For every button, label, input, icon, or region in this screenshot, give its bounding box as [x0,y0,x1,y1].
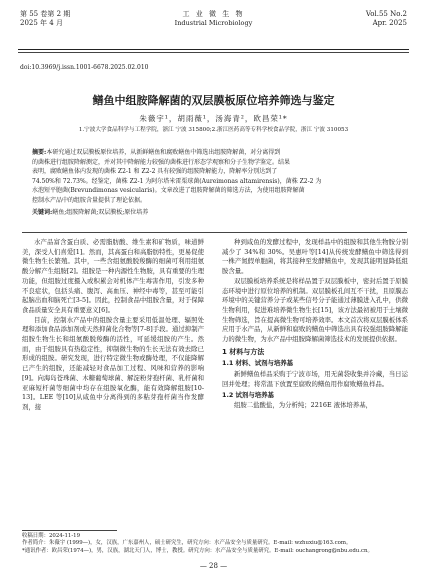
paragraph: 新鲜鳝鱼样品采购于宁波市场，用无菌袋收集并冷藏，当日运回并处理；将常温下放置至腐败的鳝鱼用作腐败鳝鱼样品。 [222,370,408,388]
affiliations: 1.宁波大学食品科学与工程学院，浙江 宁波 315800;2.浙江医药高等专科学校食品学院，浙江 宁波 310053 [78,127,349,133]
volume-issue-en: Vol.55 No.2 [365,10,407,18]
running-header [20,10,407,50]
abstract-label: 摘要: [32,149,47,156]
footnote-corresponding: *通讯作者：欧昌荣(1974—)，男，汉族，湖北天门人，博士，教授。研究方向：水产品安全与质量研究。E-mail: ouchangrong@nbu.edu.cn。 [22,547,373,554]
doi: doi:10.3969/j.issn.1001-6678.2025.02.010 [20,64,149,71]
abstract-line: 控制水产品中的组胺含量提供了理论依据。 [32,196,147,204]
footnote-author: 作者简介：朱薇宇 (1999—)，女，汉族，广东嘉州人，硕士研究生，研究方向：水产品安全与质量研究。E-mail: wzhuxiu@163.com。 [22,540,352,547]
journal-name-cn: 工 业 微 生 物 [182,10,245,18]
journal-name-en: Industrial Microbiology [174,19,253,27]
paragraph: 双层膜板培养系统是将样品置于双层膜板中，密封后置于原膜态环境中进行原位培养的机制。双层膜板孔间互不干扰，且原膜态环境中的关键营养分子或某些信号分子能通过薄膜进入孔中，供微生物利用，促进难培养微生物生长[15]，该方法最初被用于土壤微生物筛选，旨在提高微生物可培养效率。本文首次将双层膜板体系应用于水产品，从新鲜和腐败的鳝鱼中筛选出具有较强组胺降解能力的微生物，为水产品中组胺降解菌筛选技术的发展提供依据。 [222,276,408,344]
section-heading: 1 材料与方法 [222,347,265,356]
issue-date-en: Apr. 2025 [372,19,407,27]
keywords: 关键词:鳝鱼;组胺降解菌;双层膜板;原位培养 [32,208,149,216]
footnote-received: 收稿日期：2024-11-19 [22,533,81,539]
footnotes [22,533,407,555]
abstract-line: 的菌株进行组胺降解测定，并对其中降解能力较强的菌株进行形态学观察和分子生物学鉴定。结果 [32,158,291,166]
body-column-right [222,238,408,411]
paragraph: 水产品富含蛋白质、必需脂肪酸、维生素和矿物质，味道鲜美，深受人们喜爱[1]。然而，其高蛋白和高脂肪特性，更易促使微生物生长繁殖。其中，一些含组氨酸脱羧酶的细菌可利用组氨酸分解产生组胺[2]。组胺是一种内源性生物胺，具有重要的生理功能，但组胺过度摄入或积累会对机体产生毒害作用，引发多种不良症状，包括头痛、腹泻、高血压、神经中毒等，甚至可能引起脑出血和脑死亡[3-5]。因此，控制食品中组胺含量，对于保障食品质量安全具有重要意义[6]。 [22,238,204,314]
paragraph: 目前，控制水产品中的组胺含量主要采用低温处理、辐照处理和添加食品添加剂或天然抑菌化合物等[7-8]手段。通过抑制产组胺生物生长和组氨酸脱羧酶的活性，可延缓组胺的产生。然而，由于组胺具有热稳定性，抑制微生物的生长无法有效去除已形成的组胺。研究发现，进行特定微生物或酶处理，不仅能降解已产生的组胺，还能减轻对食品加工过程、风味和营养的影响[9]。向海岛苍珠菌、木糖葡萄球菌、解淀粉芽孢杆菌、乳杆菌和亚麻短杆菌等细菌中均存在组胺氧化酶，能有效降解组胺[10-13]。LEE 等[10]从咸鱼中分离得到的多粘芽孢杆菌当作发酵剂，接 [22,315,204,411]
authors: 朱薇宇¹，胡雨薇¹，汤海青²，欧昌荣¹* [139,114,288,123]
abstract-line: 水泡短平胞菌(Brevundimonas vesicularis)。文章改进了组胺降解菌的筛选方法，为使用组胺降解菌 [32,187,305,195]
footnote-rule [22,530,117,531]
abstract-line: 表明，腐败鳝鱼体内发现的菌株 Z2-1 和 Z2-2 具有较强的组胺降解能力，降解率分别达到了 [32,168,278,176]
header-right [366,10,407,28]
abstract-line: 74.50%和 72.73%。经鉴定，菌株 Z2-1 为阿尔塔米雷栗球菌(Aureimonas altamirensis)，菌株 Z2-2 为 [32,177,322,185]
article-title: 鳝鱼中组胺降解菌的双层膜板原位培养筛选与鉴定 [92,94,335,107]
keywords-label: 关键词: [32,208,53,216]
abstract [32,148,397,217]
paragraph: 种到咸鱼的发酵过程中，发现样品中的组胺和其他生物胺分别减少了 34%和 30%。吴惠叶等[14]从传统发酵鳝鱼中筛选得到一株产氮假单胞菌，将其接种至发酵鳝鱼中，发现其能明显降低组胺含量。 [222,238,408,276]
page-number: — 28 — [199,562,228,570]
issue-date: 2025 年 4 月 [20,19,63,27]
abstract-rule [22,232,407,233]
abstract-line: 摘要:本研究通过双层膜板原位培养，从新鲜鳝鱼和腐败鳝鱼中筛选出组胺降解菌，对分离得到 [32,149,281,156]
paragraph: 组胺二盐酸盐，为分析纯；2216E 液体培养基， [234,401,372,410]
header-rule-thin [18,52,409,53]
subsection-heading: 1.2 试剂与培养基 [222,390,274,399]
body-column-left [22,238,204,413]
subsection-heading: 1.1 材料、试剂与培养基 [222,359,294,368]
header-rule [18,49,409,50]
volume-issue: 第 55 卷第 2 期 [20,10,71,18]
